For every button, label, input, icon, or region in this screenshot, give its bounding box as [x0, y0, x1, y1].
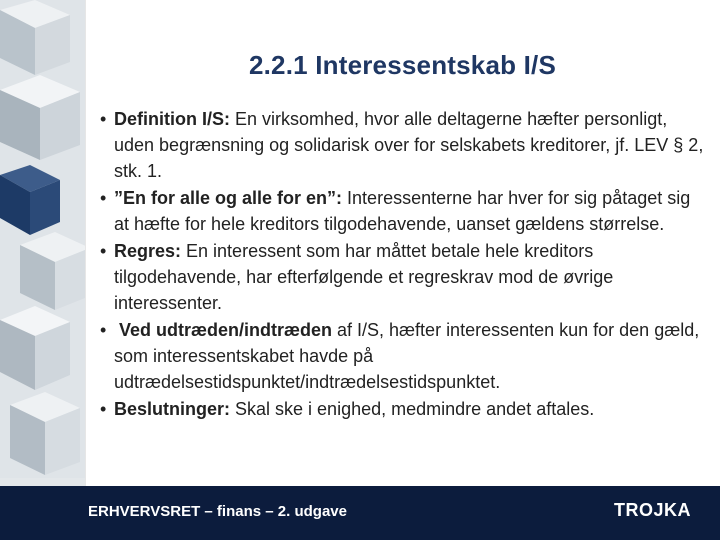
bullet-item [100, 106, 710, 184]
bullet-text: En virksomhed, hvor alle deltagerne hæfter personligt, uden begrænsning og solidarisk over for selskabets kreditorer, jf. LEV § 2, stk. 1. [114, 109, 704, 181]
bullet-bold-lead: Definition I/S: [114, 109, 230, 129]
bullet-bold-lead: ”En for alle og alle for en”: [114, 188, 343, 208]
bullet-marker: • [100, 188, 107, 208]
bullet-bold-lead: Beslutninger: [114, 399, 231, 419]
bullet-marker: • [100, 399, 107, 419]
bullet-item [100, 238, 710, 316]
bullet-text: En interessent som har måttet betale hele kreditors tilgodehavende, har efterfølgende et regreskrav mod de øvrige interessenter. [114, 241, 614, 313]
bullet-marker: • [100, 241, 107, 261]
footer-bar [0, 486, 720, 540]
cube-pattern-decoration [0, 0, 90, 540]
bullet-marker: • [100, 109, 107, 129]
trojka-logo: TROJKA [614, 500, 692, 520]
bullet-bold-lead: Ved udtræden/indtræden [114, 320, 333, 340]
bullet-item [100, 396, 710, 422]
bullet-item [100, 317, 710, 395]
bullet-text: af I/S, hæfter interessenten kun for den gæld, som interessentskabet havde på udtrædelsestidspunktet/indtrædelsestidspunktet. [114, 320, 700, 392]
bullet-text: Interessenterne har hver for sig påtaget sig at hæfte for hele kreditors tilgodehavende, uanset gældens størrelse. [114, 188, 691, 234]
bullet-item [100, 185, 710, 237]
bullet-bold-lead: Regres: [114, 241, 182, 261]
footer-book-title: ERHVERVSRET – finans – 2. udgave [88, 503, 347, 520]
bullet-marker: • [100, 320, 107, 340]
bullet-list [100, 106, 710, 423]
slide-title: 2.2.1 Interessentskab I/S [248, 50, 557, 80]
bullet-text: Skal ske i enighed, medmindre andet aftales. [230, 399, 595, 419]
